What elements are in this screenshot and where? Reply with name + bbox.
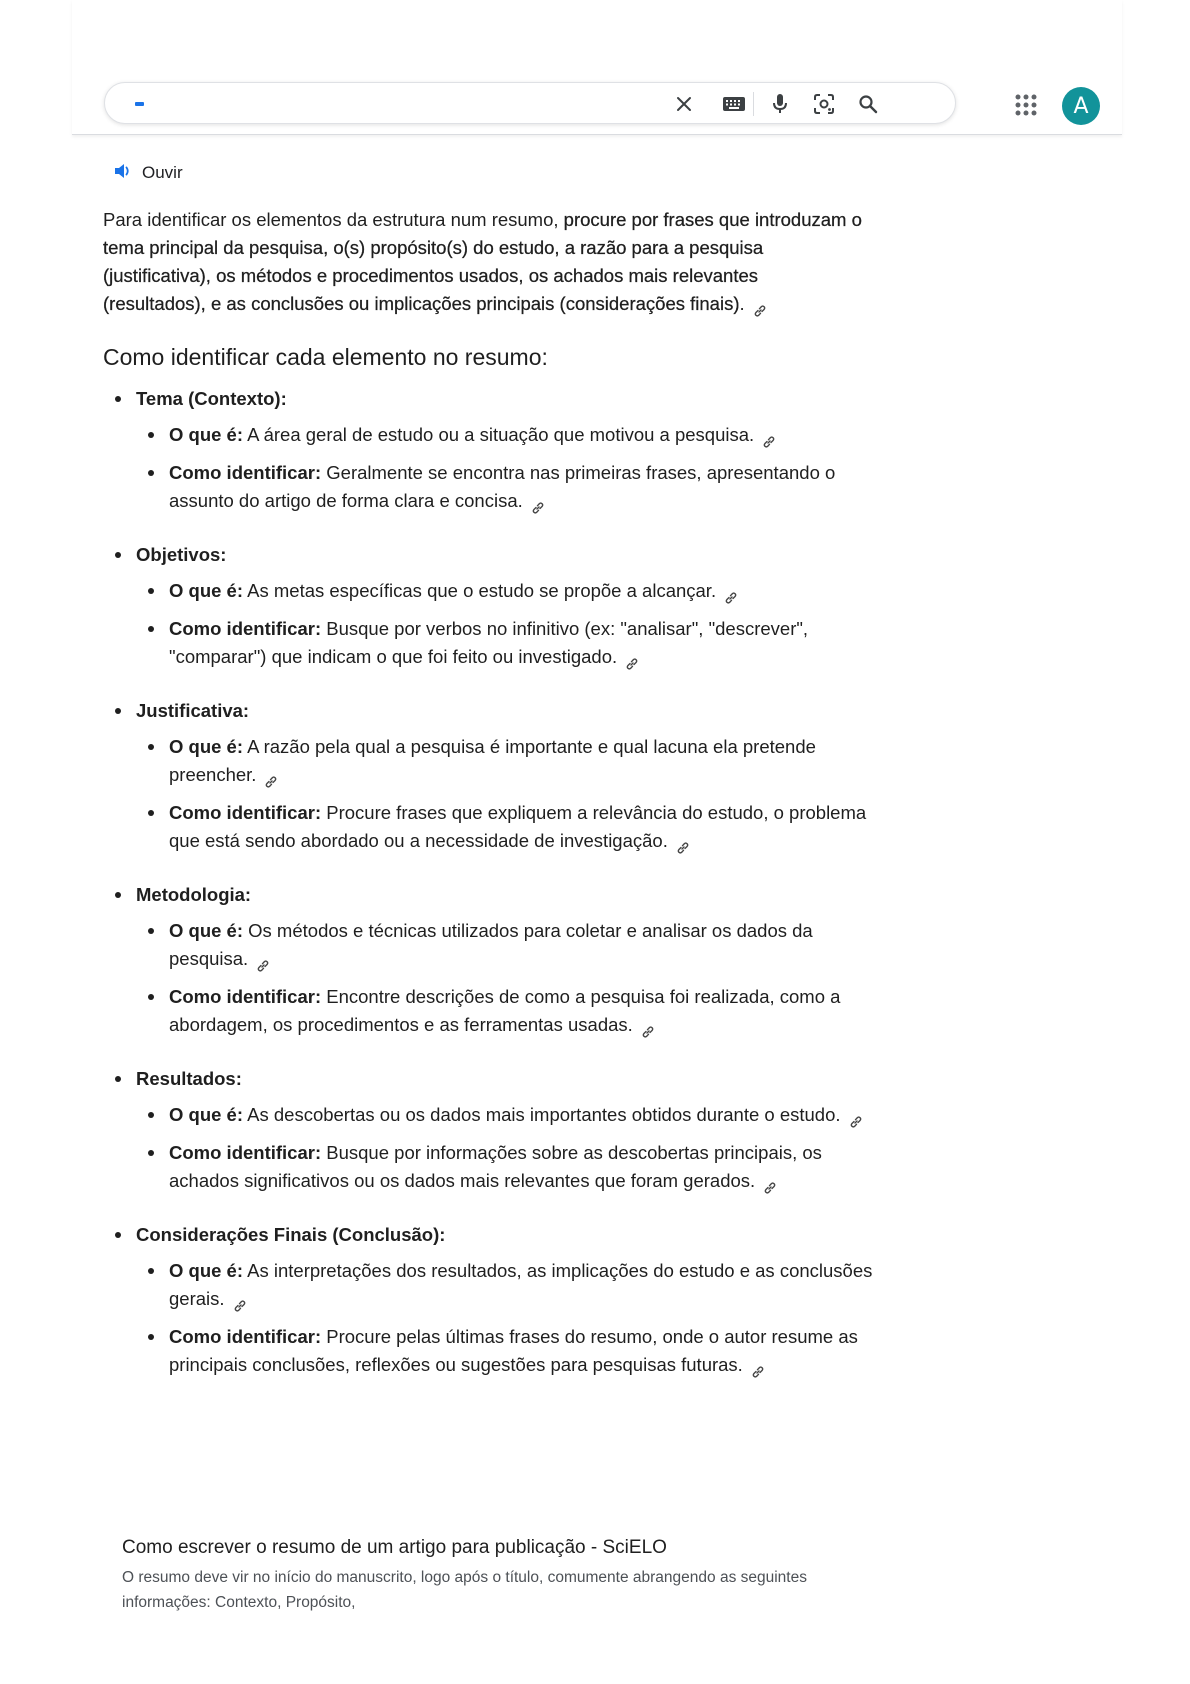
account-avatar[interactable]: A (1062, 87, 1100, 125)
detail-text: Geralmente se encontra nas primeiras frases, apresentando o assunto do artigo de forma clara e concisa. (169, 462, 836, 511)
search-icon[interactable] (855, 91, 881, 117)
detail-item (136, 917, 896, 973)
link-icon[interactable] (753, 298, 767, 312)
detail-item (136, 733, 896, 789)
element-details (136, 1257, 893, 1379)
detail-text: As interpretações dos resultados, as implicações do estudo e as conclusões gerais. (169, 1260, 873, 1309)
element-item (103, 541, 893, 671)
search-divider (753, 92, 754, 116)
link-icon[interactable] (676, 835, 690, 849)
detail-item (136, 1101, 896, 1129)
listen-label: Ouvir (142, 163, 183, 182)
source-card[interactable] (122, 1535, 822, 1615)
detail-text: Procure pelas últimas frases do resumo, onde o autor resume as principais conclusões, reflexões ou sugestões para pesquisas futuras. (169, 1326, 858, 1375)
link-icon[interactable] (531, 495, 545, 509)
detail-label: Como identificar: (169, 618, 322, 639)
element-item (103, 881, 893, 1039)
lens-icon[interactable] (811, 91, 837, 117)
element-item (103, 1065, 893, 1195)
link-icon[interactable] (625, 651, 639, 665)
element-item (103, 1221, 893, 1379)
detail-label: O que é: (169, 580, 244, 601)
detail-text: Procure frases que expliquem a relevância do estudo, o problema que está sendo abordado ou a necessidade de investigação. (169, 802, 867, 851)
element-item (103, 697, 893, 855)
detail-label: Como identificar: (169, 1326, 322, 1347)
microphone-icon[interactable] (767, 91, 793, 117)
detail-label: Como identificar: (169, 1142, 322, 1163)
detail-text: Encontre descrições de como a pesquisa foi realizada, como a abordagem, os procedimentos e as ferramentas usadas. (169, 986, 841, 1035)
detail-label: O que é: (169, 1104, 244, 1125)
detail-item (136, 459, 896, 515)
intro-text: Para identificar os elementos da estrutura num resumo, (103, 209, 564, 230)
link-icon[interactable] (751, 1359, 765, 1373)
link-icon[interactable] (264, 769, 278, 783)
element-item (103, 385, 893, 515)
element-title: Considerações Finais (Conclusão): (136, 1224, 446, 1245)
search-box[interactable] (104, 82, 956, 124)
element-details (136, 917, 893, 1039)
element-title: Objetivos: (136, 544, 227, 565)
element-title: Justificativa: (136, 700, 250, 721)
detail-label: O que é: (169, 920, 244, 941)
detail-item (136, 1257, 896, 1313)
element-details (136, 1101, 893, 1195)
link-icon[interactable] (724, 585, 738, 599)
top-bar (72, 0, 1122, 135)
link-icon[interactable] (256, 953, 270, 967)
link-icon[interactable] (641, 1019, 655, 1033)
detail-item (136, 1323, 896, 1379)
detail-text: As metas específicas que o estudo se propõe a alcançar. (243, 580, 717, 601)
listen-button[interactable] (114, 160, 893, 186)
detail-label: Como identificar: (169, 462, 322, 483)
detail-text: Os métodos e técnicas utilizados para coletar e analisar os dados da pesquisa. (169, 920, 813, 969)
elements-list (103, 385, 893, 1379)
element-title: Metodologia: (136, 884, 252, 905)
detail-text: Busque por informações sobre as descobertas principais, os achados significativos ou os dados mais relevantes que foram gerados. (169, 1142, 822, 1191)
detail-text: Busque por verbos no infinitivo (ex: "analisar", "descrever", "comparar") que indicam o que foi feito ou investigado. (169, 618, 809, 667)
detail-text: A área geral de estudo ou a situação que motivou a pesquisa. (243, 424, 755, 445)
detail-label: O que é: (169, 424, 244, 445)
ai-overview (103, 160, 893, 1405)
detail-item (136, 983, 896, 1039)
detail-item (136, 421, 896, 449)
search-input[interactable] (135, 102, 144, 106)
detail-item (136, 577, 896, 605)
detail-label: Como identificar: (169, 802, 322, 823)
apps-grid-icon[interactable] (1013, 92, 1039, 118)
detail-text: As descobertas ou os dados mais importantes obtidos durante o estudo. (243, 1104, 841, 1125)
element-details (136, 577, 893, 671)
intro-paragraph (103, 206, 863, 318)
detail-text: A razão pela qual a pesquisa é importante e qual lacuna ela pretende preencher. (169, 736, 816, 785)
detail-label: Como identificar: (169, 986, 322, 1007)
link-icon[interactable] (233, 1293, 247, 1307)
element-title: Tema (Contexto): (136, 388, 287, 409)
source-snippet: O resumo deve vir no início do manuscrito, logo após o título, comumente abrangendo as seguintes informações: Contexto, Propósito, (122, 1569, 807, 1611)
speaker-icon (114, 163, 132, 184)
element-details (136, 421, 893, 515)
section-title: Como identificar cada elemento no resumo: (103, 344, 548, 370)
detail-item (136, 1139, 896, 1195)
element-title: Resultados: (136, 1068, 242, 1089)
link-icon[interactable] (849, 1109, 863, 1123)
intro-highlight: procure por frases que introduzam o tema principal da pesquisa, o(s) propósito(s) do estudo, a razão para a pesquisa (justificativa), os métodos e procedimentos usados, os achados mais relevantes (resultados), e as conclusões ou implicações principais (considerações finais) (103, 209, 862, 314)
element-details (136, 733, 893, 855)
source-title[interactable]: Como escrever o resumo de um artigo para publicação - SciELO (122, 1537, 667, 1558)
detail-item (136, 799, 896, 855)
intro-end: . (739, 293, 745, 314)
detail-label: O que é: (169, 736, 244, 757)
keyboard-icon[interactable] (721, 91, 747, 117)
link-icon[interactable] (762, 429, 776, 443)
clear-icon[interactable] (671, 91, 697, 117)
link-icon[interactable] (763, 1175, 777, 1189)
detail-label: O que é: (169, 1260, 244, 1281)
detail-item (136, 615, 896, 671)
